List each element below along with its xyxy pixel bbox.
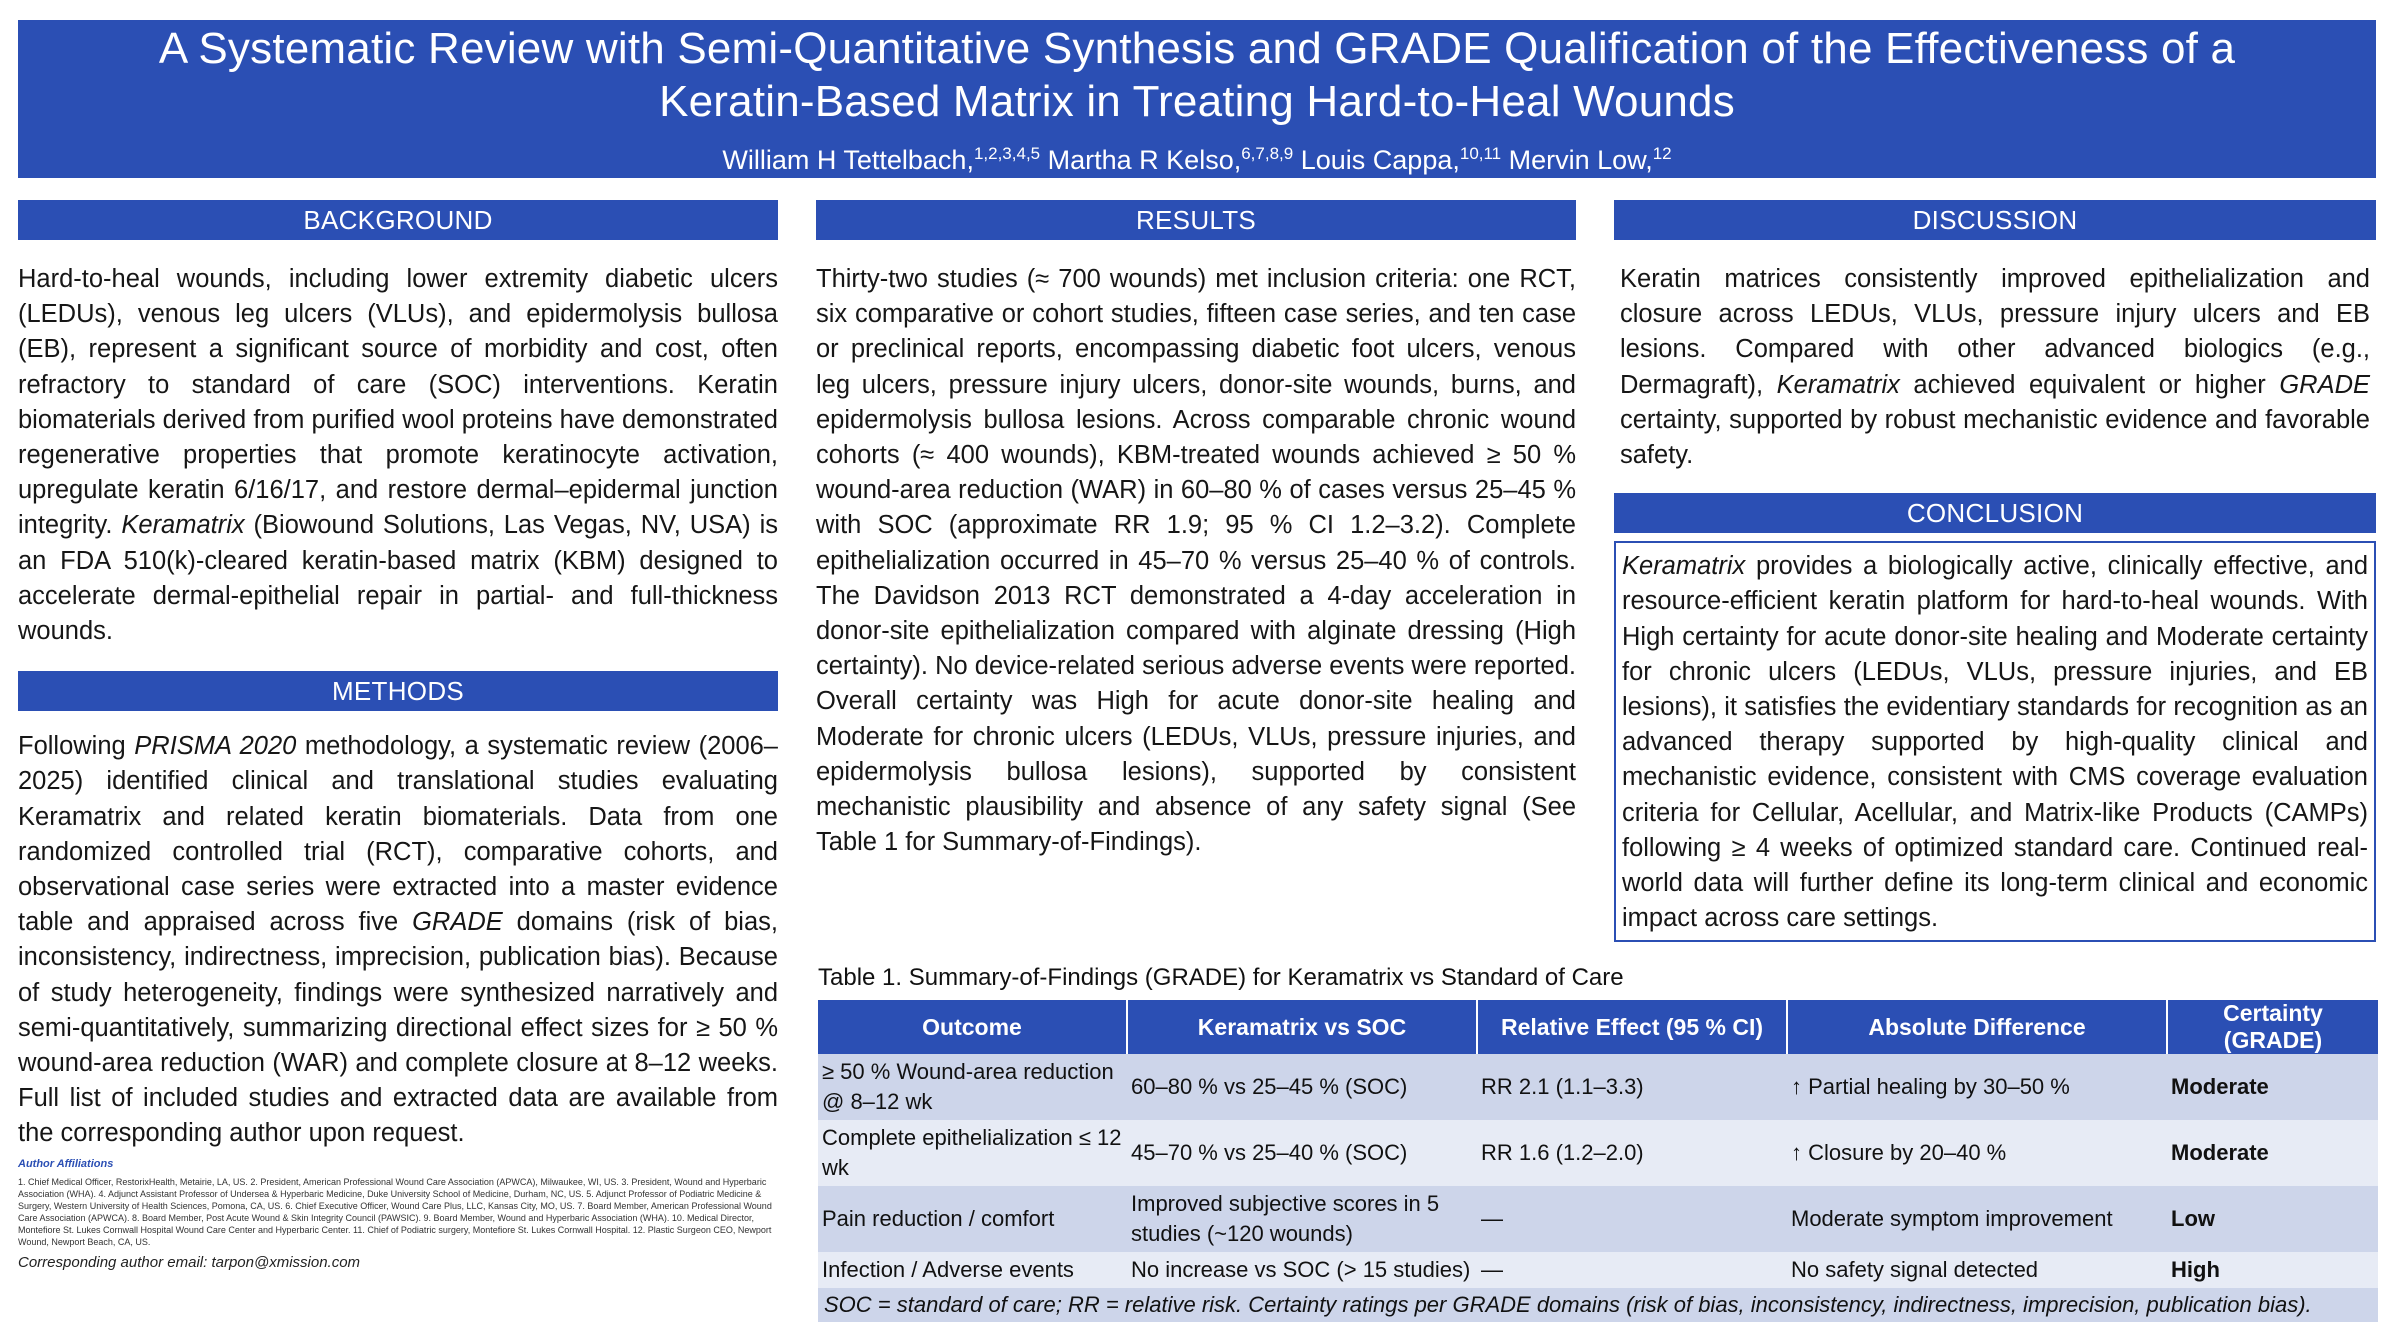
- table-cell: Pain reduction / comfort: [818, 1186, 1127, 1252]
- author-affil: 6,7,8,9: [1241, 144, 1294, 163]
- sof-table: [818, 1000, 2378, 1322]
- table-cell: 60–80 % vs 25–45 % (SOC): [1127, 1054, 1477, 1120]
- author-name: Mervin Low,: [1508, 145, 1653, 175]
- table-cell: —: [1477, 1186, 1787, 1252]
- table-cell: Complete epithelialization ≤ 12 wk: [818, 1120, 1127, 1186]
- author-name: William H Tettelbach,: [722, 145, 974, 175]
- left-column: [18, 200, 778, 1271]
- table-header-cell: Outcome: [818, 1000, 1127, 1054]
- affiliations-title: Author Affiliations: [18, 1157, 114, 1170]
- certainty-cell: High: [2167, 1252, 2378, 1288]
- results-heading: RESULTS: [816, 200, 1576, 240]
- table-header-cell: Relative Effect (95 % CI): [1477, 1000, 1787, 1054]
- author-affil: 10,11: [1459, 144, 1502, 163]
- methods-text-part: Following: [18, 732, 135, 761]
- table-cell: ↑ Partial healing by 30–50 %: [1787, 1054, 2167, 1120]
- table-cell: Improved subjective scores in 5 studies (~120 wounds): [1127, 1186, 1477, 1252]
- poster-header: [18, 20, 2376, 178]
- background-text-part: (Biowound Solutions, Las Vegas, NV, USA) is an FDA 510(k)-cleared keratin-based matrix (KBM) designed to accelerate dermal-epithelial repair in partial- and full-thickness wounds.: [18, 511, 778, 646]
- background-text-part: Hard-to-heal wounds, including lower extremity diabetic ulcers (LEDUs), venous leg ulcers (VLUs), and epidermolysis bullosa (EB), represent a significant source of morbidity and cost, often refractory to standard of care (SOC) interventions. Keratin biomaterials derived from purified wool proteins have demonstrated regenerative properties that promote keratinocyte activation, upregulate keratin 6/16/17, and restore dermal–epidermal junction integrity.: [18, 265, 778, 540]
- background-product-name: Keramatrix: [121, 511, 245, 540]
- table-row: [818, 1120, 2378, 1186]
- author-name: Louis Cappa,: [1300, 145, 1460, 175]
- table-cell: No safety signal detected: [1787, 1252, 2167, 1288]
- discussion-text: [1614, 262, 2376, 473]
- conclusion-text: [1614, 541, 2376, 942]
- table-cell: —: [1477, 1252, 1787, 1288]
- middle-column: [816, 200, 1576, 860]
- table-cell: Infection / Adverse events: [818, 1252, 1127, 1288]
- title-line-2: Keratin-Based Matrix in Treating Hard-to-Heal Wounds: [659, 77, 1735, 126]
- discussion-text-part: achieved equivalent or higher: [1899, 370, 2280, 399]
- background-heading: BACKGROUND: [18, 200, 778, 240]
- right-column: [1614, 200, 2376, 942]
- table-cell: RR 1.6 (1.2–2.0): [1477, 1120, 1787, 1186]
- poster-title: [18, 22, 2376, 128]
- table-header-cell: Keramatrix vs SOC: [1127, 1000, 1477, 1054]
- table-cell: Moderate symptom improvement: [1787, 1186, 2167, 1252]
- table-cell: 45–70 % vs 25–40 % (SOC): [1127, 1120, 1477, 1186]
- discussion-text-part: certainty, supported by robust mechanistic evidence and favorable safety.: [1620, 405, 2370, 470]
- discussion-grade: GRADE: [2279, 370, 2370, 399]
- table-cell: No increase vs SOC (> 15 studies): [1127, 1252, 1477, 1288]
- table-row: [818, 1186, 2378, 1252]
- discussion-heading: DISCUSSION: [1614, 200, 2376, 240]
- sof-table-block: [818, 964, 2378, 1322]
- affiliations-text: 1. Chief Medical Officer, RestorixHealth, Metairie, LA, US. 2. President, American Professional Wound Care Association (APWCA), Milwaukee, WI, US. 3. President, Wound and Hyperbaric Association (WHA). 4. Adjunct Assistant Professor of Undersea & Hyperbaric Medicine, Duke University School of Medicine, Durham, NC, US. 5. Adjunct Professor of Podiatric Medicine & Surgery, Western University of Health Sciences, Pomona, CA, US. 6. Chief Executive Officer, Wound Care Plus, LLC, Kansas City, MO, US. 7. Board Member, American Professional Wound Care Association (APWCA). 8. Board Member, Post Acute Wound & Skin Integrity Council (PAWSIC). 9. Board Member, Wound and Hyperbaric Association (WHA). 10. Medical Director, Montefiore St. Lukes Cornwall Hospital Wound Care Center and Hyperbaric Center. 11. Chief of Podiatric surgery, Montefiore St. Lukes Cornwall Hospital. 12. Plastic Surgeon CEO, Newport Wound, Newport Beach, CA, US.: [18, 1176, 772, 1247]
- methods-prisma: PRISMA 2020: [134, 732, 297, 761]
- corresponding-author: Corresponding author email: tarpon@xmission.com: [18, 1253, 361, 1271]
- table-cell: RR 2.1 (1.1–3.3): [1477, 1054, 1787, 1120]
- table-header-cell: Absolute Difference: [1787, 1000, 2167, 1054]
- background-text: [18, 262, 778, 649]
- author-name: Martha R Kelso,: [1047, 145, 1242, 175]
- conclusion-text-part: provides a biologically active, clinically effective, and resource-efficient keratin platform for hard-to-heal wounds. With High certainty for acute donor-site healing and Moderate certainty for chronic ulcers (LEDUs, VLUs, pressure injuries, and EB lesions), it satisfies the evidentiary standards for recognition as an advanced therapy supported by high-quality clinical and mechanistic evidence, consistent with CMS coverage evaluation criteria for Cellular, Acellular, and Matrix-like Products (CAMPs) following ≥ 4 weeks of optimized standard care. Continued real-world data will further define its long-term clinical and economic impact across care settings.: [1622, 552, 2368, 933]
- table-cell: ↑ Closure by 20–40 %: [1787, 1120, 2167, 1186]
- table-row: [818, 1252, 2378, 1288]
- table-header-row: [818, 1000, 2378, 1054]
- table-row: [818, 1054, 2378, 1120]
- table-header-cell: Certainty (GRADE): [2167, 1000, 2378, 1054]
- table-cell: ≥ 50 % Wound-area reduction @ 8–12 wk: [818, 1054, 1127, 1120]
- title-line-1: A Systematic Review with Semi-Quantitative Synthesis and GRADE Qualification of the Effectiveness of a: [158, 24, 2236, 73]
- methods-text-part: domains (risk of bias, inconsistency, indirectness, imprecision, publication bias). Because of study heterogeneity, findings were synthesized narratively and semi-quantitatively, summarizing directional effect sizes for ≥ 50 % wound-area reduction (WAR) and complete closure at 8–12 weeks. Full list of included studies and extracted data are available from the corresponding author upon request.: [18, 908, 778, 1148]
- certainty-cell: Low: [2167, 1186, 2378, 1252]
- table-footnote: SOC = standard of care; RR = relative risk. Certainty ratings per GRADE domains (risk of bias, inconsistency, indirectness, imprecision, publication bias).: [818, 1288, 2378, 1322]
- methods-heading: METHODS: [18, 671, 778, 711]
- author-affil: 1,2,3,4,5: [973, 144, 1041, 163]
- methods-grade: GRADE: [412, 908, 503, 937]
- discussion-text-part: Keratin matrices consistently improved epithelialization and closure across LEDUs, VLUs, pressure injury ulcers and EB lesions. Compared with other advanced biologics (e.g., Dermagraft),: [1620, 265, 2370, 399]
- methods-text: [18, 729, 778, 1151]
- table-caption: Table 1. Summary-of-Findings (GRADE) for Keramatrix vs Standard of Care: [818, 964, 1624, 991]
- author-affil: 12: [1652, 144, 1672, 163]
- certainty-cell: Moderate: [2167, 1120, 2378, 1186]
- methods-text-part: methodology, a systematic review (2006–2025) identified clinical and translational studies evaluating Keramatrix and related keratin biomaterials. Data from one randomized controlled trial (RCT), comparative cohorts, and observational case series were extracted into a master evidence table and appraised across five: [18, 732, 778, 937]
- author-list: [18, 134, 2376, 180]
- discussion-product-name: Keramatrix: [1776, 370, 1900, 399]
- results-text: Thirty-two studies (≈ 700 wounds) met inclusion criteria: one RCT, six comparative or cohort studies, fifteen case series, and ten case or preclinical reports, encompassing diabetic foot ulcers, venous leg ulcers, pressure injury ulcers, donor-site wounds, burns, and epidermolysis bullosa lesions. Across comparable chronic wound cohorts (≈ 400 wounds), KBM-treated wounds achieved ≥ 50 % wound-area reduction (WAR) in 60–80 % of cases versus 25–45 % with SOC (approximate RR 1.9; 95 % CI 1.2–3.2). Complete epithelialization occurred in 45–70 % versus 25–40 % of controls. The Davidson 2013 RCT demonstrated a 4-day acceleration in donor-site epithelialization compared with alginate dressing (High certainty). No device-related serious adverse events were reported. Overall certainty was High for acute donor-site healing and Moderate for chronic ulcers (LEDUs, VLUs, pressure injuries, and epidermolysis bullosa lesions), supported by consistent mechanistic plausibility and absence of any safety signal (See Table 1 for Summary-of-Findings).: [816, 265, 1576, 857]
- conclusion-product-name: Keramatrix: [1622, 552, 1746, 581]
- certainty-cell: Moderate: [2167, 1054, 2378, 1120]
- table-footnote-row: [818, 1288, 2378, 1322]
- conclusion-heading: CONCLUSION: [1614, 493, 2376, 533]
